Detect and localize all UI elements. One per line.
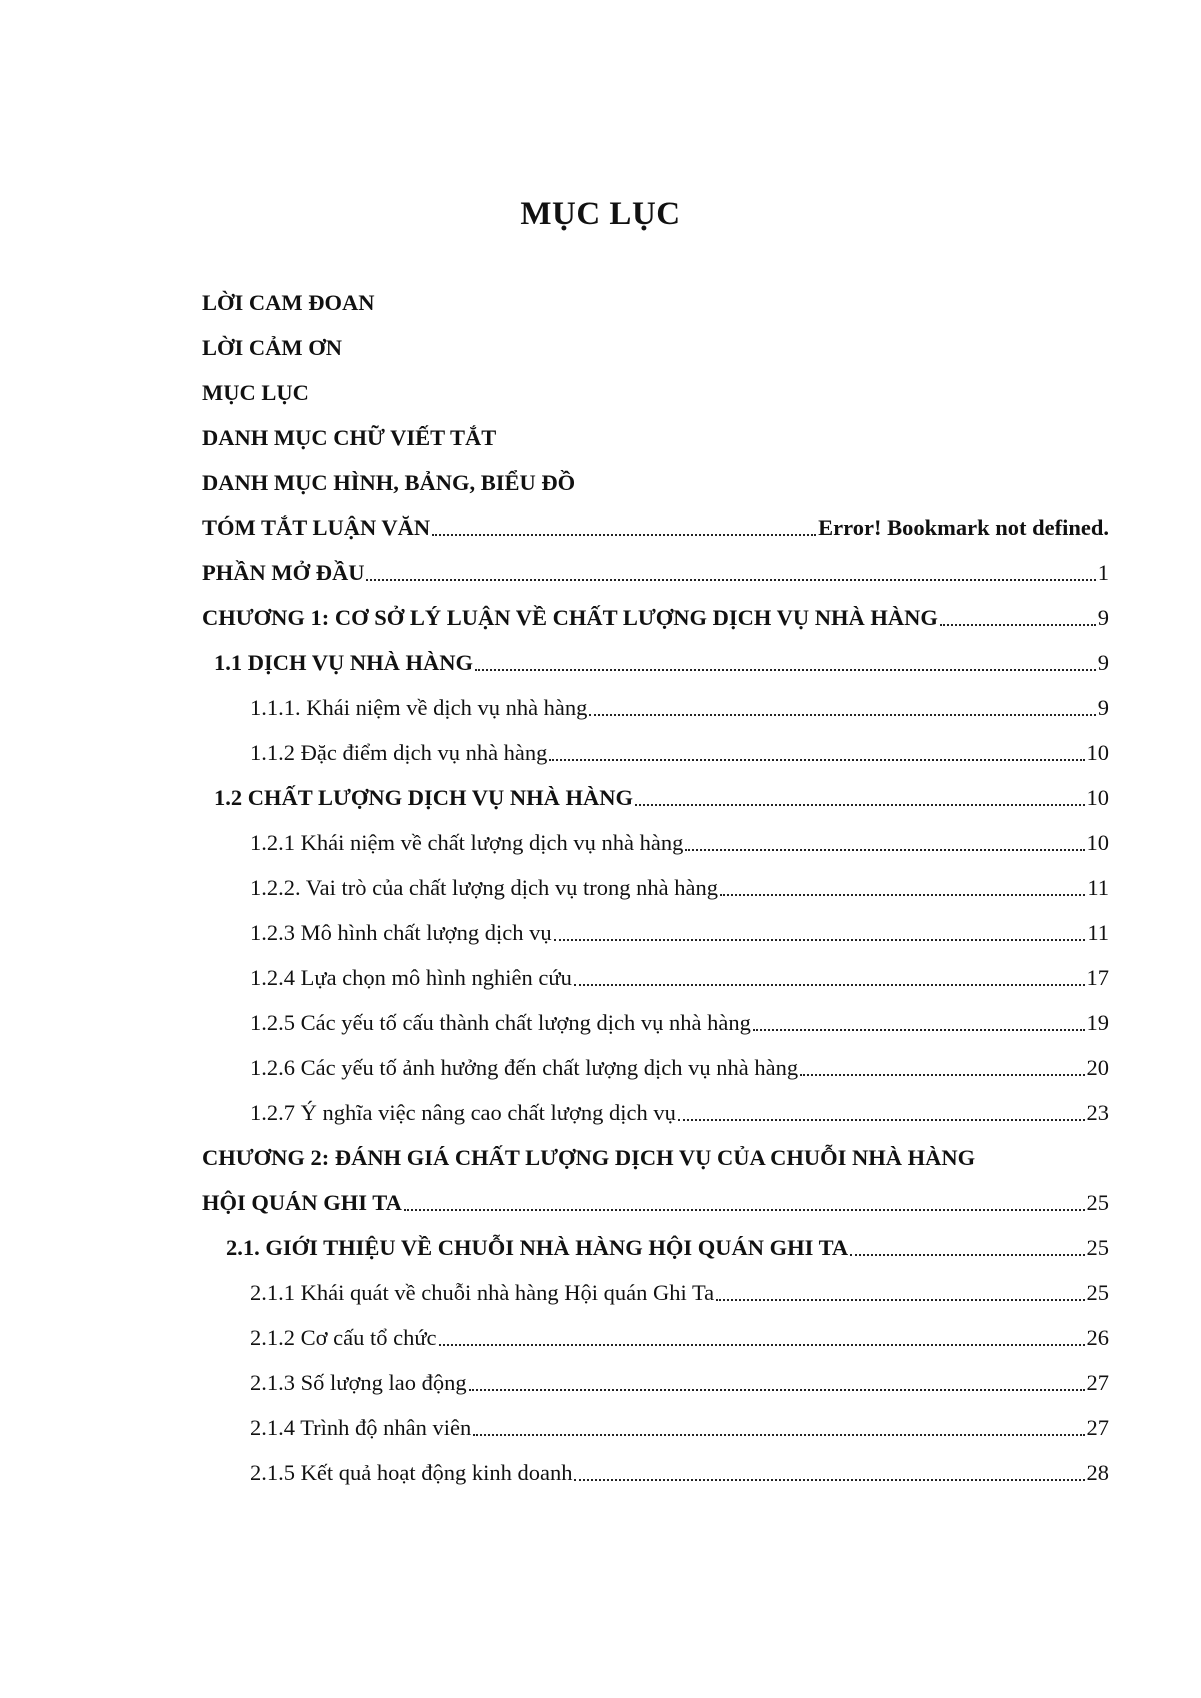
dot-leader <box>635 803 1085 806</box>
toc-entry-page: 10 <box>1086 785 1109 810</box>
toc-entry <box>214 646 1109 680</box>
dot-leader <box>554 938 1086 941</box>
toc-entry-page: 25 <box>1086 1190 1109 1215</box>
toc-entry-page: Error! Bookmark not defined. <box>818 515 1109 540</box>
toc-entry <box>250 1051 1109 1085</box>
toc-entry-page: 11 <box>1087 875 1109 900</box>
dot-leader <box>432 533 816 536</box>
toc-entry <box>226 1231 1109 1265</box>
toc-entry-page: 28 <box>1086 1460 1109 1485</box>
dot-leader <box>549 758 1084 761</box>
toc-entry-page: 9 <box>1097 650 1109 675</box>
dot-leader <box>404 1208 1085 1211</box>
toc-entry-page: 23 <box>1086 1100 1109 1125</box>
toc-entry-page: 25 <box>1086 1280 1109 1305</box>
toc-entry <box>250 826 1109 860</box>
dot-leader <box>716 1298 1084 1301</box>
toc-entry <box>250 1096 1109 1130</box>
dot-leader <box>678 1118 1085 1121</box>
dot-leader <box>574 983 1085 986</box>
toc-entry-page: 26 <box>1086 1325 1109 1350</box>
toc-entry <box>250 1006 1109 1040</box>
toc-entry <box>250 691 1109 725</box>
toc-entry-label: 1.1 DỊCH VỤ NHÀ HÀNG <box>214 650 473 675</box>
dot-leader <box>469 1388 1085 1391</box>
toc-entry-label: DANH MỤC CHỮ VIẾT TẮT <box>202 425 497 450</box>
toc-entry <box>202 1141 1109 1175</box>
page-title: MỤC LỤC <box>520 196 681 232</box>
toc-entry-label: PHẦN MỞ ĐẦU <box>202 560 365 585</box>
toc-entry-label: 1.1.2 Đặc điểm dịch vụ nhà hàng <box>250 740 548 765</box>
toc-entry <box>250 1276 1109 1310</box>
toc-entry <box>250 871 1109 905</box>
dot-leader <box>940 623 1096 626</box>
toc-entry <box>202 376 1109 410</box>
toc-entry-label: 2.1.4 Trình độ nhân viên <box>250 1415 472 1440</box>
toc-entry-label: 1.2.3 Mô hình chất lượng dịch vụ <box>250 920 552 945</box>
toc-entry <box>250 1411 1109 1445</box>
toc-entry-page: 19 <box>1086 1010 1109 1035</box>
toc-entry-label: 1.2 CHẤT LƯỢNG DỊCH VỤ NHÀ HÀNG <box>214 785 633 810</box>
dot-leader <box>589 713 1095 716</box>
toc-entry-page: 9 <box>1097 605 1109 630</box>
toc-entry-label: 2.1.2 Cơ cấu tổ chức <box>250 1325 437 1350</box>
toc-entry <box>250 1321 1109 1355</box>
toc-entry-page: 10 <box>1086 830 1109 855</box>
toc-entry <box>202 466 1109 500</box>
toc-entry-label: 2.1.3 Số lượng lao động <box>250 1370 467 1395</box>
toc-entry-label: 1.2.6 Các yếu tố ảnh hưởng đến chất lượng dịch vụ nhà hàng <box>250 1055 799 1080</box>
toc-entry-page: 11 <box>1087 920 1109 945</box>
toc-entry-page: 10 <box>1086 740 1109 765</box>
toc-entry <box>202 556 1109 590</box>
toc-entry <box>250 736 1109 770</box>
toc-entry <box>250 1366 1109 1400</box>
toc-entry-label: LỜI CẢM ƠN <box>202 335 342 360</box>
dot-leader <box>475 668 1096 671</box>
toc-entry-label: 2.1.1 Khái quát về chuỗi nhà hàng Hội quán Ghi Ta <box>250 1280 715 1305</box>
toc-entry-label: CHƯƠNG 2: ĐÁNH GIÁ CHẤT LƯỢNG DỊCH VỤ CỦA CHUỖI NHÀ HÀNG <box>202 1145 976 1170</box>
toc-entry <box>202 286 1109 320</box>
toc-entry <box>202 331 1109 365</box>
dot-leader <box>800 1073 1084 1076</box>
dot-leader <box>473 1433 1084 1436</box>
toc-entry-label: HỘI QUÁN GHI TA <box>202 1190 402 1215</box>
toc-entry-label: 2.1.5 Kết quả hoạt động kinh doanh <box>250 1460 573 1485</box>
toc-entry-label: CHƯƠNG 1: CƠ SỞ LÝ LUẬN VỀ CHẤT LƯỢNG DỊCH VỤ NHÀ HÀNG <box>202 605 938 630</box>
toc-entry-label: TÓM TẮT LUẬN VĂN <box>202 515 431 540</box>
toc-entry-label: 1.2.1 Khái niệm về chất lượng dịch vụ nhà hàng <box>250 830 684 855</box>
toc-entry-label: LỜI CAM ĐOAN <box>202 290 375 315</box>
dot-leader <box>850 1253 1084 1256</box>
toc-entry <box>214 781 1109 815</box>
toc-entry-label: 1.2.7 Ý nghĩa việc nâng cao chất lượng dịch vụ <box>250 1100 676 1125</box>
toc-entry-label: MỤC LỤC <box>202 380 309 405</box>
toc-entry-page: 25 <box>1086 1235 1109 1260</box>
dot-leader <box>685 848 1084 851</box>
dot-leader <box>439 1343 1085 1346</box>
toc-entry-label: 1.2.2. Vai trò của chất lượng dịch vụ trong nhà hàng <box>250 875 718 900</box>
toc-entry-page: 17 <box>1086 965 1109 990</box>
toc-entry-page: 1 <box>1097 560 1109 585</box>
dot-leader <box>720 893 1085 896</box>
toc-entry <box>250 916 1109 950</box>
toc-entry-label: 1.1.1. Khái niệm về dịch vụ nhà hàng <box>250 695 588 720</box>
toc-entry-label: 1.2.5 Các yếu tố cấu thành chất lượng dịch vụ nhà hàng <box>250 1010 751 1035</box>
dot-leader <box>574 1478 1084 1481</box>
toc-entry <box>202 511 1109 545</box>
toc-entry <box>202 421 1109 455</box>
toc-entry-page: 27 <box>1086 1370 1109 1395</box>
toc-entry-page: 20 <box>1086 1055 1109 1080</box>
dot-leader <box>753 1028 1085 1031</box>
toc-entry-label: 2.1. GIỚI THIỆU VỀ CHUỖI NHÀ HÀNG HỘI QUÁN GHI TA <box>226 1235 849 1260</box>
toc-entry <box>202 1186 1109 1220</box>
toc-entry-page: 9 <box>1097 695 1109 720</box>
toc-entry <box>250 1456 1109 1490</box>
toc-entry <box>250 961 1109 995</box>
toc-entry-page: 27 <box>1086 1415 1109 1440</box>
dot-leader <box>366 578 1095 581</box>
toc-entry-label: DANH MỤC HÌNH, BẢNG, BIỂU ĐỒ <box>202 470 576 495</box>
toc-entry <box>202 601 1109 635</box>
toc-entry-label: 1.2.4 Lựa chọn mô hình nghiên cứu <box>250 965 572 990</box>
